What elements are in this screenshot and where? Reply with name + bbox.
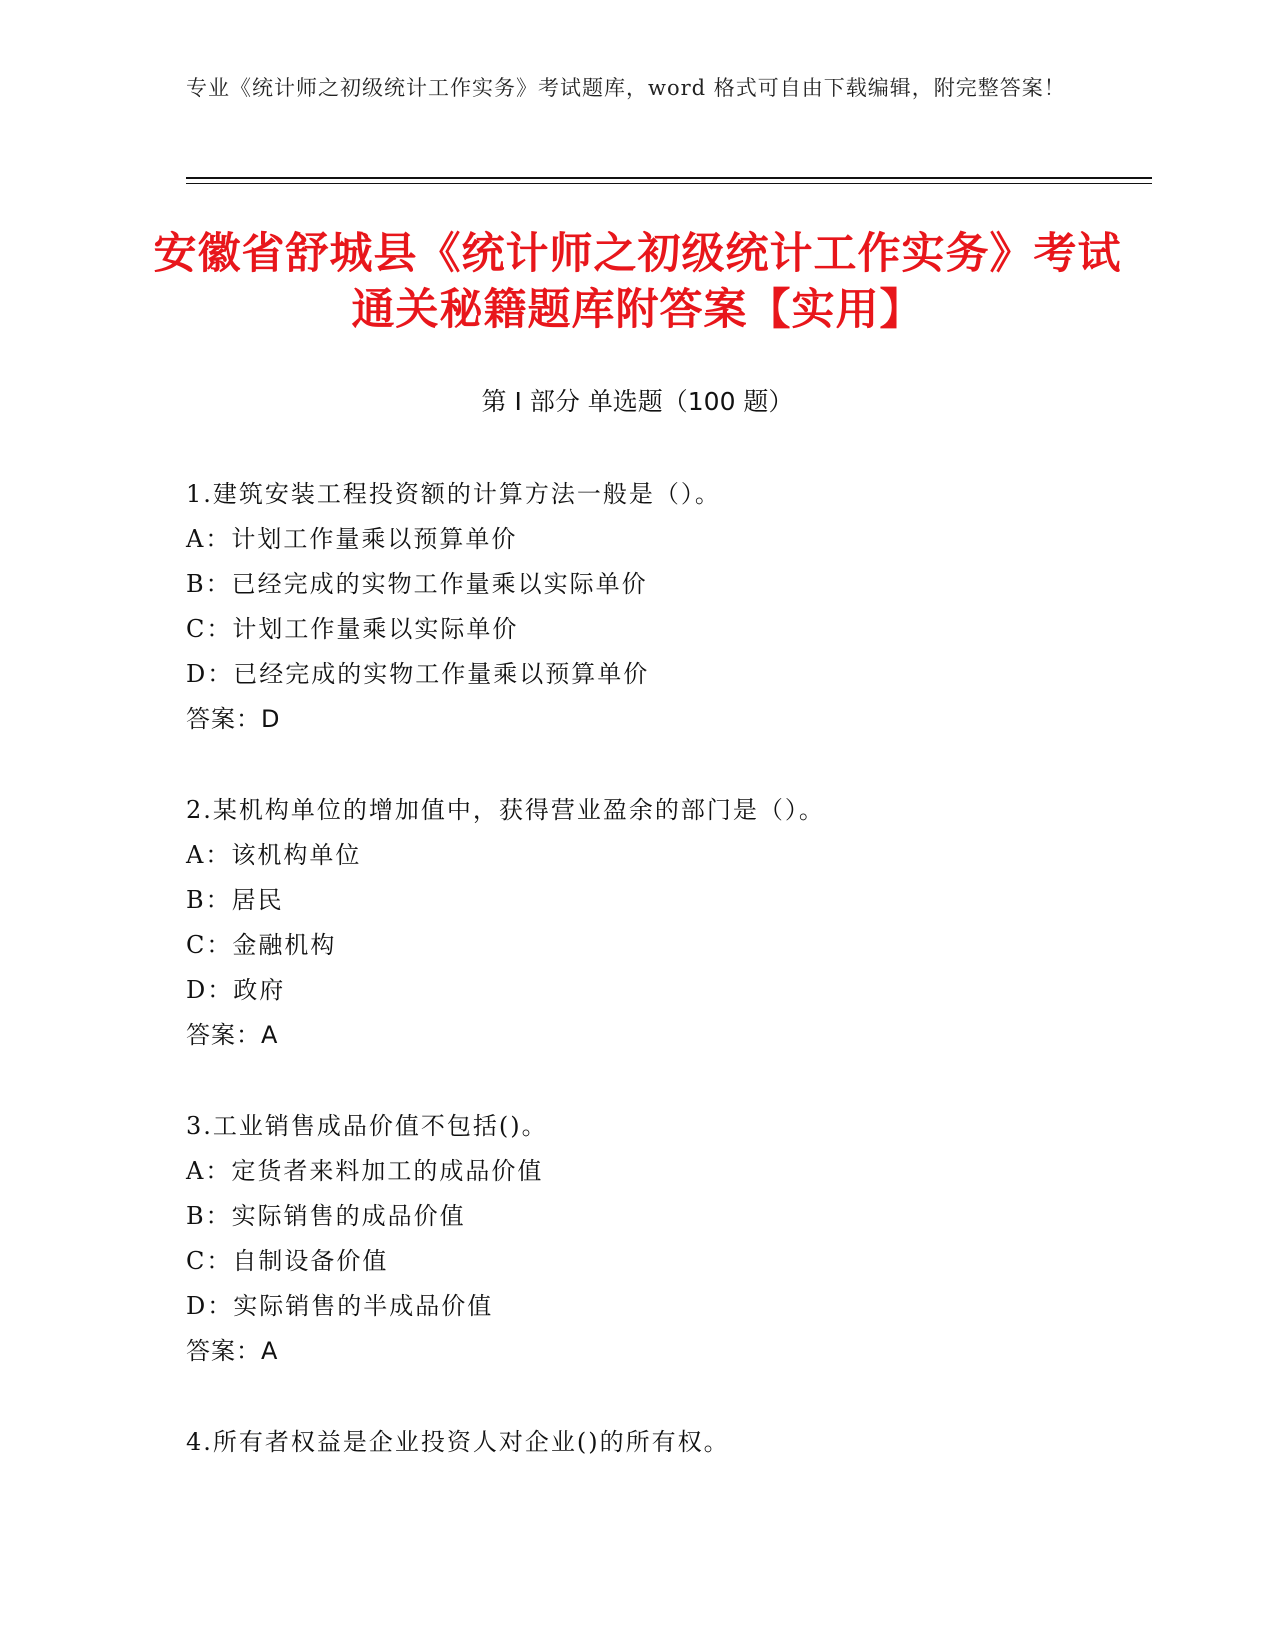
question-item [186, 1420, 1146, 1465]
question-list [186, 472, 1146, 1511]
option-d: D：政府 [186, 976, 286, 1004]
option-c: C：计划工作量乘以实际单价 [186, 615, 519, 643]
option-c: C：金融机构 [186, 931, 337, 959]
section-title: 第 I 部分 单选题（100 题） [481, 387, 794, 416]
option-d: D：实际销售的半成品价值 [186, 1292, 494, 1320]
question-stem: 4.所有者权益是企业投资人对企业()的所有权。 [186, 1428, 730, 1456]
option-b: B：实际销售的成品价值 [186, 1202, 466, 1230]
header-rule-thick [186, 177, 1152, 179]
question-item [186, 472, 1146, 742]
option-b: B：已经完成的实物工作量乘以实际单价 [186, 570, 648, 598]
question-stem: 2.某机构单位的增加值中，获得营业盈余的部门是（）。 [186, 796, 825, 824]
option-a: A：该机构单位 [186, 841, 362, 869]
question-stem: 3.工业销售成品价值不包括()。 [186, 1112, 548, 1140]
answer-line: 答案：A [186, 1021, 279, 1049]
question-item [186, 1104, 1146, 1374]
option-a: A：定货者来料加工的成品价值 [186, 1157, 544, 1185]
option-b: B：居民 [186, 886, 284, 914]
question-item [186, 788, 1146, 1058]
document-title: 安徽省舒城县《统计师之初级统计工作实务》考试通关秘籍题库附答案【实用】 [153, 229, 1122, 335]
question-stem: 1.建筑安装工程投资额的计算方法一般是（）。 [186, 480, 721, 508]
option-d: D：已经完成的实物工作量乘以预算单价 [186, 660, 650, 688]
answer-line: 答案：D [186, 705, 281, 733]
option-a: A：计划工作量乘以预算单价 [186, 525, 518, 553]
answer-line: 答案：A [186, 1337, 279, 1365]
option-c: C：自制设备价值 [186, 1247, 389, 1275]
header-note: 专业《统计师之初级统计工作实务》考试题库，word 格式可自由下载编辑，附完整答案！ [186, 76, 1066, 100]
header-rule-thin [186, 183, 1152, 184]
